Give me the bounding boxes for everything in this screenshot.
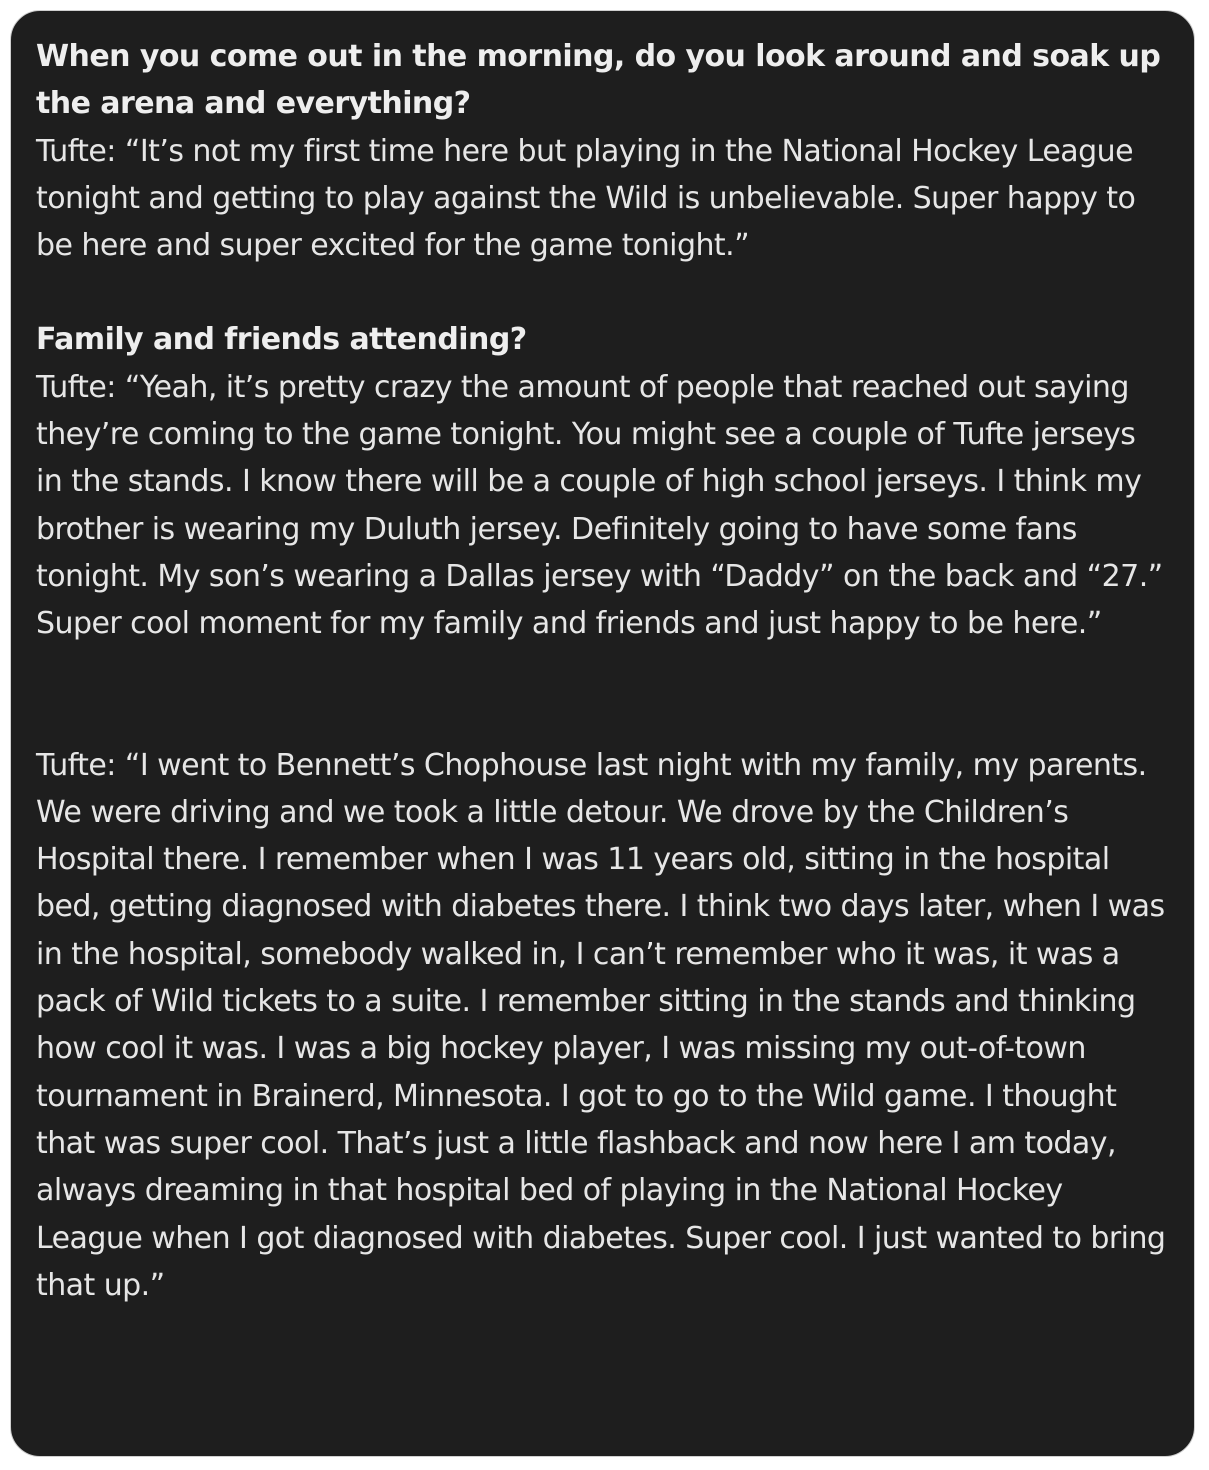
question-heading: Family and friends attending? <box>36 322 527 358</box>
question-heading: When you come out in the morning, do you look around and soak up the arena and everything? <box>36 39 1161 122</box>
answer-text: Tufte: “It’s not my first time here but playing in the National Hockey League tonight and getting to play against the Wild is unbelievable. Super happy to be here and super excited for the game tonight.” <box>36 133 1136 264</box>
answer-text: Tufte: “I went to Bennett’s Chophouse last night with my family, my parents. We were driving and we took a little detour. We drove by the Children’s Hospital there. I remember when I was 11 years old, sitting in the hospital bed, getting diagnosed with diabetes there. I think two days later, when I was in the hospital, somebody walked in, I can’t remember who it was, it was a pack of Wild tickets to a suite. I remember sitting in the stands and thinking how cool it was. I was a big hockey player, I was missing my out-of-town tournament in Brainerd, Minnesota. I got to go to the Wild game. I thought that was super cool. That’s just a little flashback and now here I am today, always dreaming in that hospital bed of playing in the National Hockey League when I got diagnosed with diabetes. Super cool. I just wanted to bring that up.” <box>36 747 1166 1303</box>
interview-section-arena <box>36 33 1170 269</box>
answer-text: Tufte: “Yeah, it’s pretty crazy the amount of people that reached out saying they’re coming to the game tonight. You might see a couple of Tufte jerseys in the stands. I know there will be a couple of high school jerseys. I think my brother is wearing my Duluth jersey. Definitely going to have some fans tonight. My son’s wearing a Dallas jersey with “Daddy” on the back and “27.” Super cool moment for my family and friends and just happy to be here.” <box>36 369 1163 642</box>
interview-section-hospital <box>36 742 1170 1310</box>
interview-card <box>10 10 1195 1457</box>
interview-section-family <box>36 316 1170 647</box>
